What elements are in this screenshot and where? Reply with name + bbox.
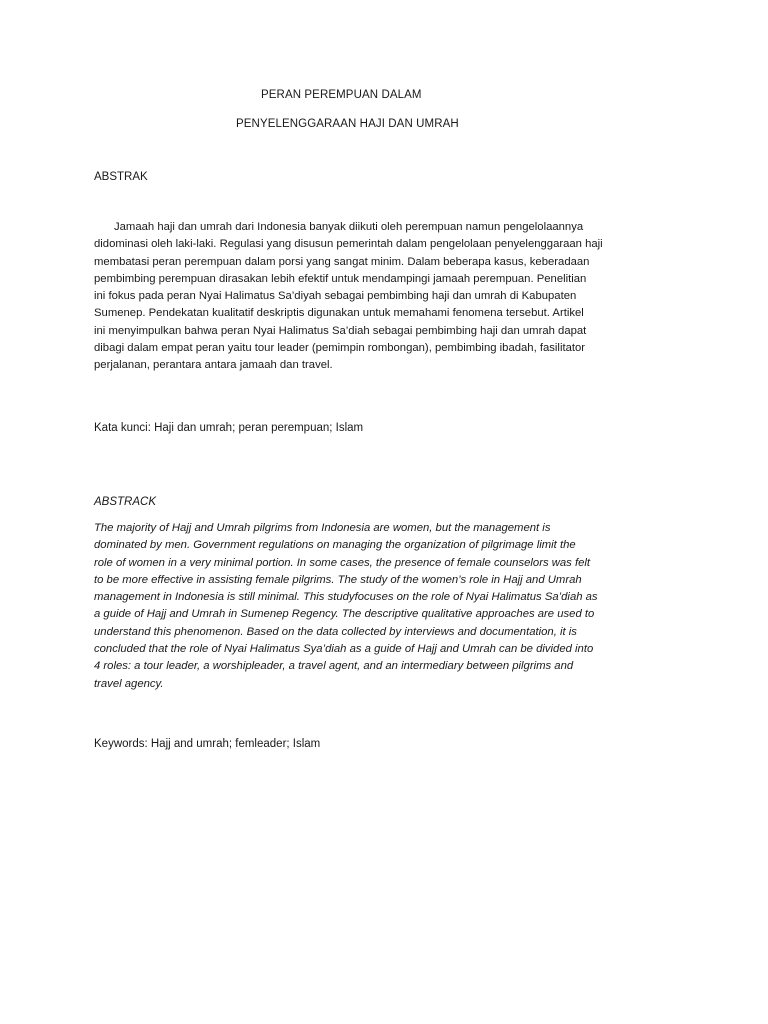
abstract-line: management in Indonesia is still minimal. This studyfocuses on the role of Nyai Halimatus Sa’diah as <box>94 591 598 604</box>
title-line-1: PERAN PEREMPUAN DALAM <box>261 89 422 101</box>
abstract-line: role of women in a very minimal portion. In some cases, the presence of female counselors was felt <box>94 556 591 569</box>
keywords-english: Keywords: Hajj and umrah; femleader; Islam <box>94 738 321 750</box>
abstrak-line: Jamaah haji dan umrah dari Indonesia banyak diikuti oleh perempuan namun pengelolaannya <box>114 221 584 233</box>
abstract-line: The majority of Hajj and Umrah pilgrims from Indonesia are women, but the management is <box>94 522 551 534</box>
abstrak-line: dibagi dalam empat peran yaitu tour leader (pemimpin rombongan), pembimbing ibadah, fasilitator <box>94 342 586 355</box>
abstrak-line: membatasi peran perempuan dalam porsi yang sangat minim. Dalam beberapa kasus, keberadaan <box>94 255 590 268</box>
abstract-paragraph <box>94 520 684 693</box>
abstract-line: travel agency. <box>94 677 164 690</box>
abstract-line: concluded that the role of Nyai Halimatus Sya’diah as a guide of Hajj and Umrah can be divided into <box>94 643 594 656</box>
abstract-line: to be more effective in assisting female pilgrims. The study of the women’s role in Hajj and Umrah <box>94 573 582 586</box>
abstract-line: 4 roles: a tour leader, a worshipleader, a travel agent, and an intermediary between pilgrims and <box>94 660 574 673</box>
abstrak-heading: ABSTRAK <box>94 171 148 183</box>
abstract-line: dominated by men. Government regulations on managing the organization of pilgrimage limit the <box>94 539 576 552</box>
abstrak-line: didominasi oleh laki-laki. Regulasi yang disusun pemerintah dalam pengelolaan penyelenggaraan haji <box>94 238 603 251</box>
title-line-2: PENYELENGGARAAN HAJI DAN UMRAH <box>236 118 459 130</box>
abstrak-line: ini menyimpulkan bahwa peran Nyai Halimatus Sa’diah sebagai pembimbing haji dan umrah dapat <box>94 324 587 337</box>
abstrak-line: perjalanan, perantara antara jamaah dan travel. <box>94 359 333 372</box>
abstract-line: understand this phenomenon. Based on the data collected by interviews and documentation, it is <box>94 625 577 638</box>
abstrak-line: pembimbing perempuan dirasakan lebih efektif untuk mendampingi jamaah perempuan. Penelitian <box>94 272 587 285</box>
abstrak-line: Sumenep. Pendekatan kualitatif deskriptis digunakan untuk memahami fenomena tersebut. Artikel <box>94 307 584 320</box>
abstract-heading: ABSTRACK <box>94 496 156 508</box>
abstrak-line: ini fokus pada peran Nyai Halimatus Sa’diyah sebagai pembimbing haji dan umrah di Kabupaten <box>94 290 577 303</box>
kata-kunci: Kata kunci: Haji dan umrah; peran perempuan; Islam <box>94 422 364 434</box>
abstract-line: a guide of Hajj and Umrah in Sumenep Regency. The descriptive qualitative approaches are used to <box>94 608 595 621</box>
abstrak-paragraph <box>94 219 684 375</box>
